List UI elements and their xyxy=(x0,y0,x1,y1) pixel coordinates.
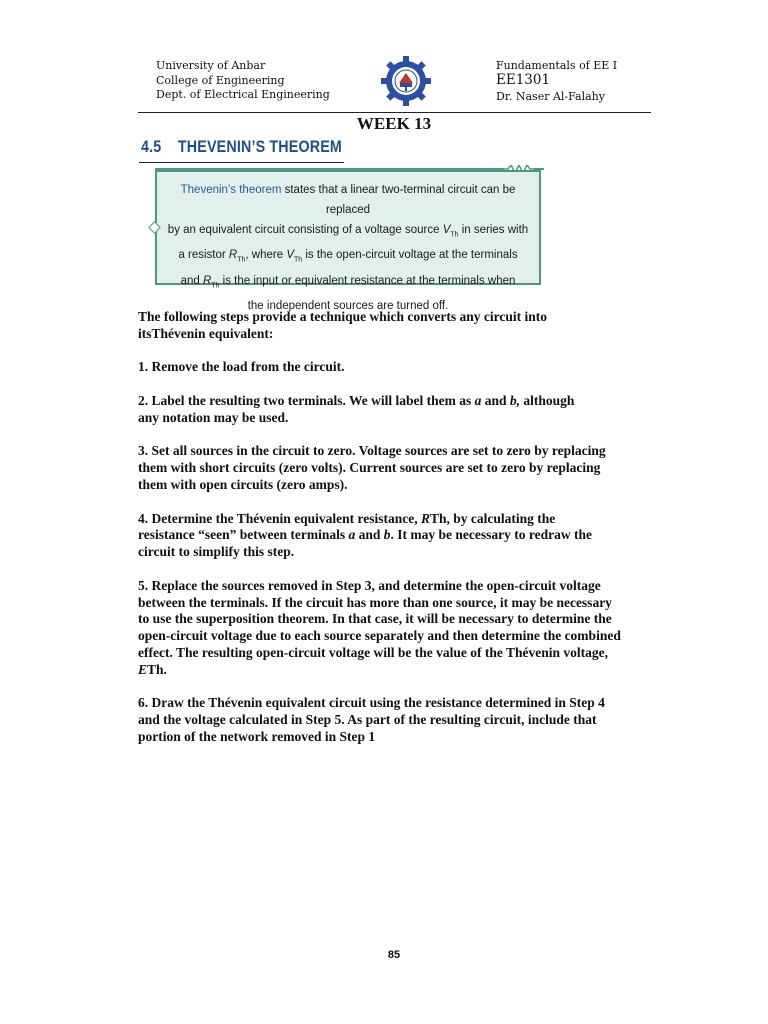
intro-paragraph: The following steps provide a technique which converts any circuit into itsThévenin equivalent: xyxy=(138,309,548,341)
course-code: EE1301 xyxy=(496,72,551,88)
theorem-line: by an equivalent circuit consisting of a voltage source $V_{Th}$ in series with xyxy=(167,224,529,239)
college-name: College of Engineering xyxy=(156,73,285,87)
course-name: Fundamentals of EE I xyxy=(496,59,618,72)
department-name: Dept. of Electrical Engineering xyxy=(156,88,330,101)
section-title: THEVENIN’S THEOREM xyxy=(177,137,342,156)
week-title: WEEK 13 xyxy=(356,114,432,133)
header-rule xyxy=(138,112,651,113)
step-5: 5. Replace the sources removed in Step 3, and determine the open-circuit voltage between the terminals. If the circuit has more than one source, it may be necessary to use the superposition theorem. In that case, it will be necessary to determine the open-circuit voltage due to each source separately and then determine the combined effect. The resulting open-circuit voltage will be the value of the Thévenin voltage, ETh. xyxy=(138,577,621,677)
theorem-line: a resistor $R_{Th}$, where $V_{Th}$ is the open-circuit voltage at the terminals xyxy=(178,249,518,264)
step-3: 3. Set all sources in the circuit to zero. Voltage sources are set to zero by replacing them with short circuits (zero volts). Current sources are set to zero by replacing them with open circuits (zero amps). xyxy=(138,443,606,492)
theorem-line: Thevenin’s theorem states that a linear two-terminal circuit can be replaced xyxy=(180,184,516,216)
header-left xyxy=(156,59,330,103)
section-underline xyxy=(139,162,344,163)
step-4: 4. Determine the Thévenin equivalent resistance, RTh, by calculating the resistance “seen” between terminals a and b. It may be necessary to redraw the circuit to simplify this step. xyxy=(138,510,592,560)
theorem-line: the independent sources are turned off. xyxy=(247,299,449,312)
section-number: 4.5 xyxy=(141,137,162,156)
header-right xyxy=(496,59,617,105)
body-text xyxy=(138,309,650,763)
step-2: 2. Label the resulting two terminals. We will label them as a and b, although any notation may be used. xyxy=(138,392,575,425)
theorem-statement xyxy=(158,180,538,316)
university-name: University of Anbar xyxy=(156,59,266,72)
page-number: 85 xyxy=(387,949,401,961)
theorem-lead: Thevenin’s theorem xyxy=(180,184,282,196)
section-heading xyxy=(141,137,342,157)
step-1: 1. Remove the load from the circuit. xyxy=(138,359,345,375)
theorem-line: and $R_{Th}$ is the input or equivalent resistance at the terminals when xyxy=(180,274,516,289)
step-6: 6. Draw the Thévenin equivalent circuit using the resistance determined in Step 4 and the voltage calculated in Step 5. As part of the resulting circuit, include that portion of the network removed in Step 1 xyxy=(138,695,605,744)
university-logo xyxy=(380,55,432,107)
instructor-name: Dr. Naser Al-Falahy xyxy=(496,90,605,103)
